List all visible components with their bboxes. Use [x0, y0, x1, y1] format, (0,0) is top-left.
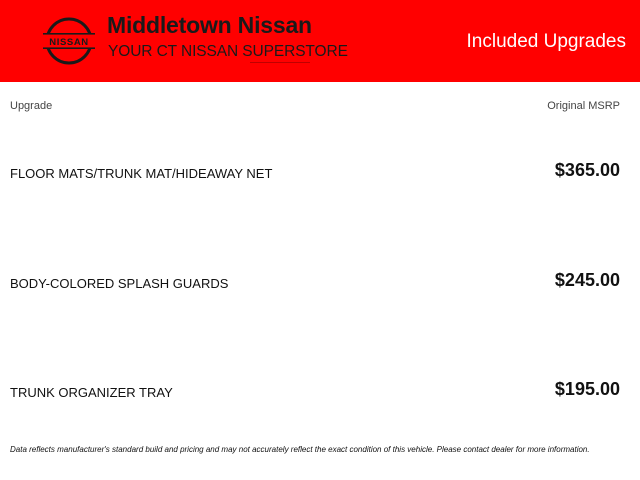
nissan-logo-icon	[42, 16, 96, 66]
upgrade-price: $245.00	[554, 270, 620, 290]
tagline-divider	[250, 62, 310, 63]
upgrade-name: FLOOR MATS/TRUNK MAT/HIDEAWAY NET	[10, 166, 273, 181]
upgrade-name: BODY-COLORED SPLASH GUARDS	[10, 276, 229, 291]
upgrade-row	[0, 160, 640, 190]
logo-text: NISSAN	[49, 37, 89, 49]
upgrade-price: $365.00	[554, 160, 620, 180]
column-header-msrp: Original MSRP	[547, 100, 620, 112]
upgrade-name: TRUNK ORGANIZER TRAY	[10, 385, 173, 400]
dealer-name: Middletown Nissan	[107, 12, 312, 38]
header-bar	[0, 0, 640, 82]
page-title: Included Upgrades	[466, 31, 626, 52]
upgrade-row	[0, 379, 640, 409]
upgrade-row	[0, 270, 640, 300]
dealer-tagline: YOUR CT NISSAN SUPERSTORE	[108, 43, 348, 60]
disclaimer-text: Data reflects manufacturer's standard build and pricing and may not accurately reflect the exact condition of this vehicle. Please contact dealer for more information.	[10, 445, 590, 454]
column-header-upgrade: Upgrade	[10, 100, 53, 112]
upgrade-price: $195.00	[554, 379, 620, 399]
